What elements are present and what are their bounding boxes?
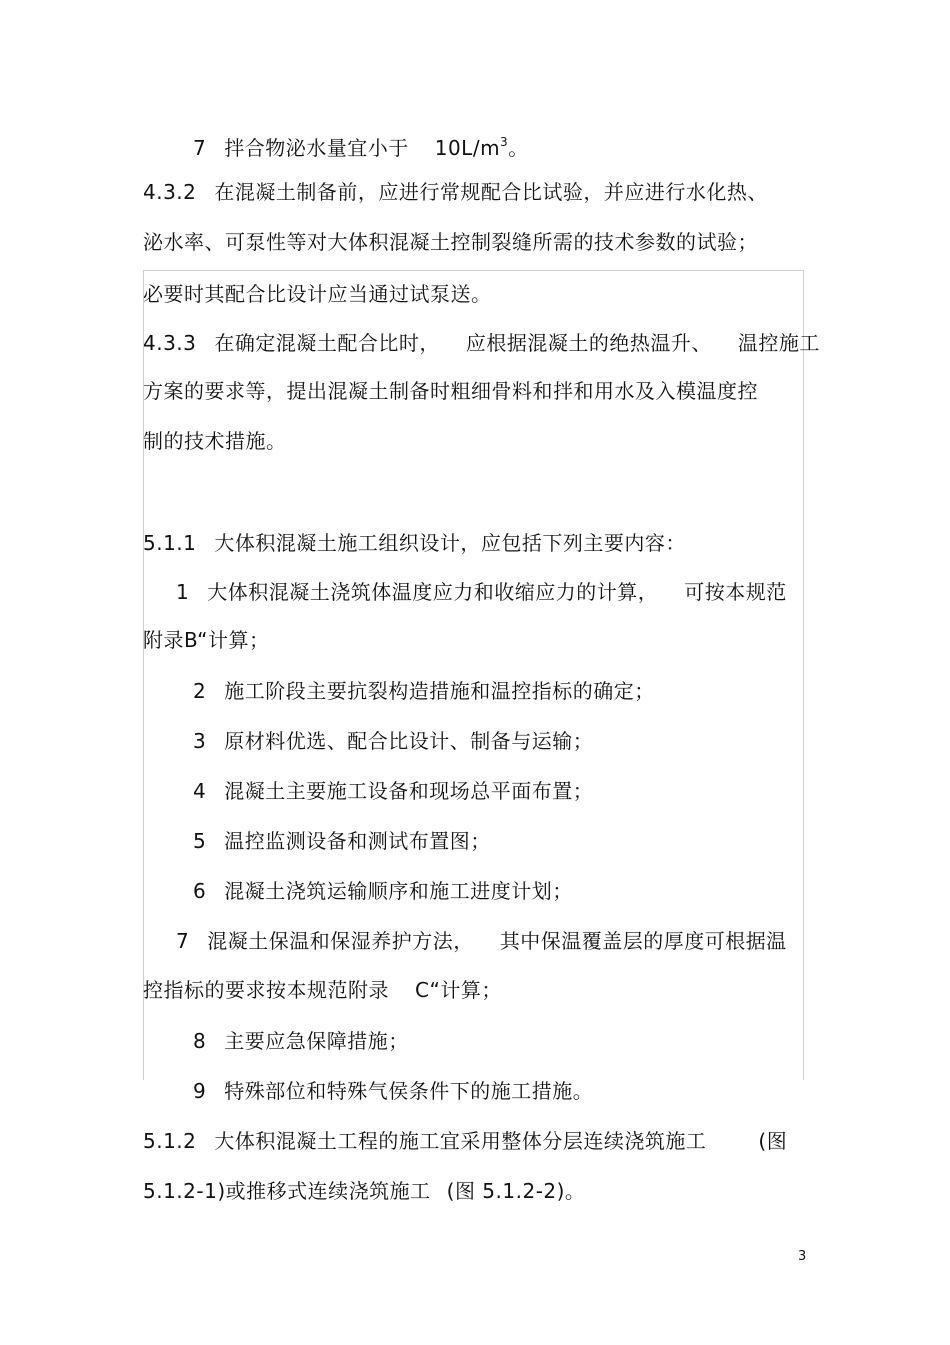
item-7-bleeding: 7 拌合物泌水量宜小于 $10L/m^3$。 <box>193 135 529 160</box>
clause-4-3-2-cont-1: 泌水率、可泵性等对大体积混凝土控制裂缝所需的技术参数的试验； <box>143 230 758 254</box>
clause-5-1-2: 5.1.2 大体积混凝土工程的施工宜采用整体分层连续浇筑施工 (图 <box>143 1129 788 1153</box>
item-2: 2 施工阶段主要抗裂构造措施和温控指标的确定； <box>193 679 655 703</box>
item-5: 5 温控监测设备和测试布置图； <box>193 829 491 853</box>
item-7-cont: 控指标的要求按本规范附录 C“计算； <box>143 978 502 1002</box>
item-9: 9 特殊部位和特殊气侯条件下的施工措施。 <box>193 1079 594 1103</box>
page-number: 3 <box>798 1249 807 1264</box>
clause-4-3-3: 4.3.3 在确定混凝土配合比时， 应根据混凝土的绝热温升、 温控施工 <box>143 331 820 355</box>
item-8: 8 主要应急保障措施； <box>193 1029 409 1053</box>
clause-4-3-2: 4.3.2 在混凝土制备前，应进行常规配合比试验，并应进行水化热、 <box>143 180 768 204</box>
item-1-cont: 附录B“计算； <box>143 628 270 652</box>
clause-5-1-2-cont: 5.1.2-1)或推移式连续浇筑施工 (图 5.1.2-2)。 <box>143 1179 586 1203</box>
item-1: 1 大体积混凝土浇筑体温度应力和收缩应力的计算， 可按本规范 <box>176 580 787 604</box>
frame-top-border <box>143 270 804 271</box>
frame-right-border <box>803 270 804 1080</box>
clause-5-1-1: 5.1.1 大体积混凝土施工组织设计，应包括下列主要内容： <box>143 531 686 555</box>
clause-4-3-3-cont-1: 方案的要求等，提出混凝土制备时粗细骨料和拌和用水及入模温度控 <box>143 379 758 403</box>
clause-4-3-3-cont-2: 制的技术措施。 <box>143 429 287 453</box>
item-7: 7 混凝土保温和保湿养护方法， 其中保温覆盖层的厚度可根据温 <box>176 929 787 953</box>
item-6: 6 混凝土浇筑运输顺序和施工进度计划； <box>193 879 573 903</box>
item-3: 3 原材料优选、配合比设计、制备与运输； <box>193 729 594 753</box>
clause-4-3-2-cont-2: 必要时其配合比设计应当通过试泵送。 <box>143 282 492 306</box>
item-4: 4 混凝土主要施工设备和现场总平面布置； <box>193 779 594 803</box>
